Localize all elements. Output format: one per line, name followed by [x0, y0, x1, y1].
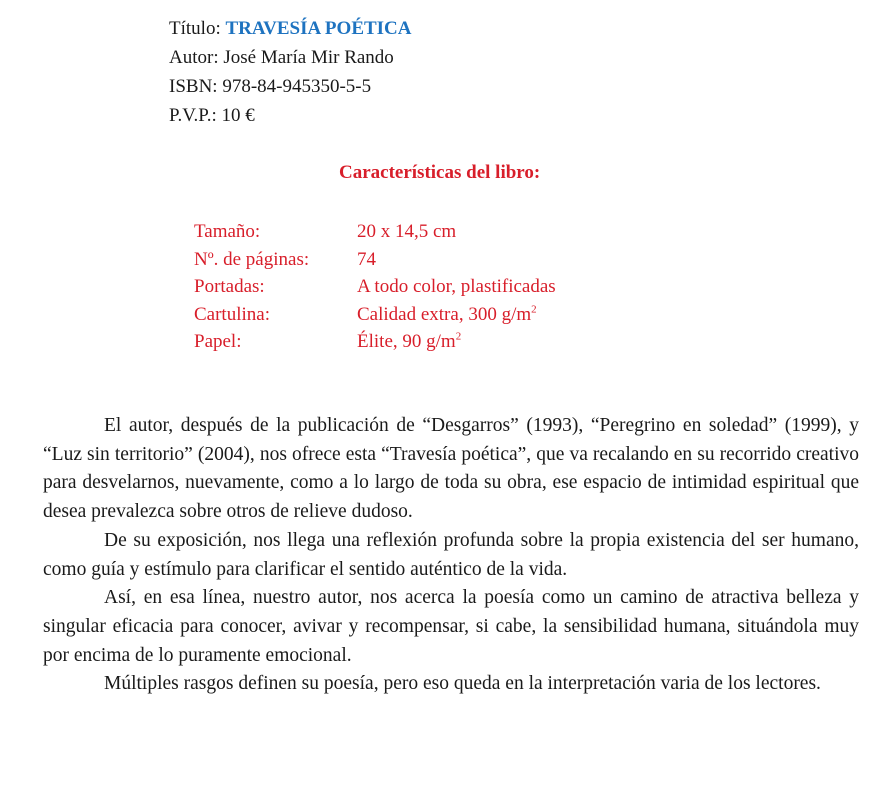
feature-label: Portadas:: [194, 276, 265, 297]
features-list: [194, 218, 556, 356]
book-metadata: [169, 14, 412, 130]
book-description: [43, 412, 859, 699]
feature-label: Nº. de páginas:: [194, 248, 310, 270]
feature-row: [194, 273, 556, 301]
feature-value: Calidad extra, 300 $g/m^2$: [357, 303, 537, 325]
author-line: Autor: José María Mir Rando: [169, 47, 394, 68]
feature-value: 74: [357, 248, 376, 270]
price-line: P.V.P.: 10 €: [169, 105, 255, 126]
features-heading: Características del libro:: [339, 162, 541, 183]
book-title: TRAVESÍA POÉTICA: [225, 18, 412, 39]
description-paragraph: De su exposición, nos llega una reflexión profunda sobre la propia existencia del ser humano, como guía y estímulo para clarificar el sentido auténtico de la vida.: [43, 529, 859, 580]
feature-row: [194, 328, 556, 356]
feature-row: [194, 218, 556, 246]
feature-label: Tamaño:: [194, 221, 261, 242]
description-paragraph: El autor, después de la publicación de “Desgarros” (1993), “Peregrino en soledad” (1999), y “Luz sin territorio” (2004), nos ofrece esta “Travesía poética”, que va recalando en su recorrido creativo para desvelarnos, nuevamente, como a lo largo de toda su obra, ese espacio de intimidad espiritual que desea prevalezca sobre otros de relieve dudoso.: [43, 415, 859, 523]
feature-label: Cartulina:: [194, 303, 270, 325]
feature-row: [194, 246, 556, 274]
feature-value: Élite, 90 $g/m^2$: [357, 330, 462, 352]
feature-value: 20 x 14,5 cm: [357, 221, 457, 242]
title-row: [169, 14, 412, 43]
description-paragraph: Múltiples rasgos definen su poesía, pero eso queda en la interpretación varia de los lectores.: [104, 673, 821, 695]
feature-row: [194, 301, 556, 329]
description-paragraph: Así, en esa línea, nuestro autor, nos acerca la poesía como un camino de atractiva belleza y singular eficacia para conocer, avivar y recompensar, si cabe, la sensibilidad humana, situándola muy por encima de lo puramente emocional.: [43, 587, 859, 666]
feature-label: Papel:: [194, 331, 242, 352]
feature-value: A todo color, plastificadas: [357, 276, 556, 297]
title-label: Título:: [169, 18, 226, 39]
isbn-line: ISBN: 978-84-945350-5-5: [169, 76, 372, 97]
